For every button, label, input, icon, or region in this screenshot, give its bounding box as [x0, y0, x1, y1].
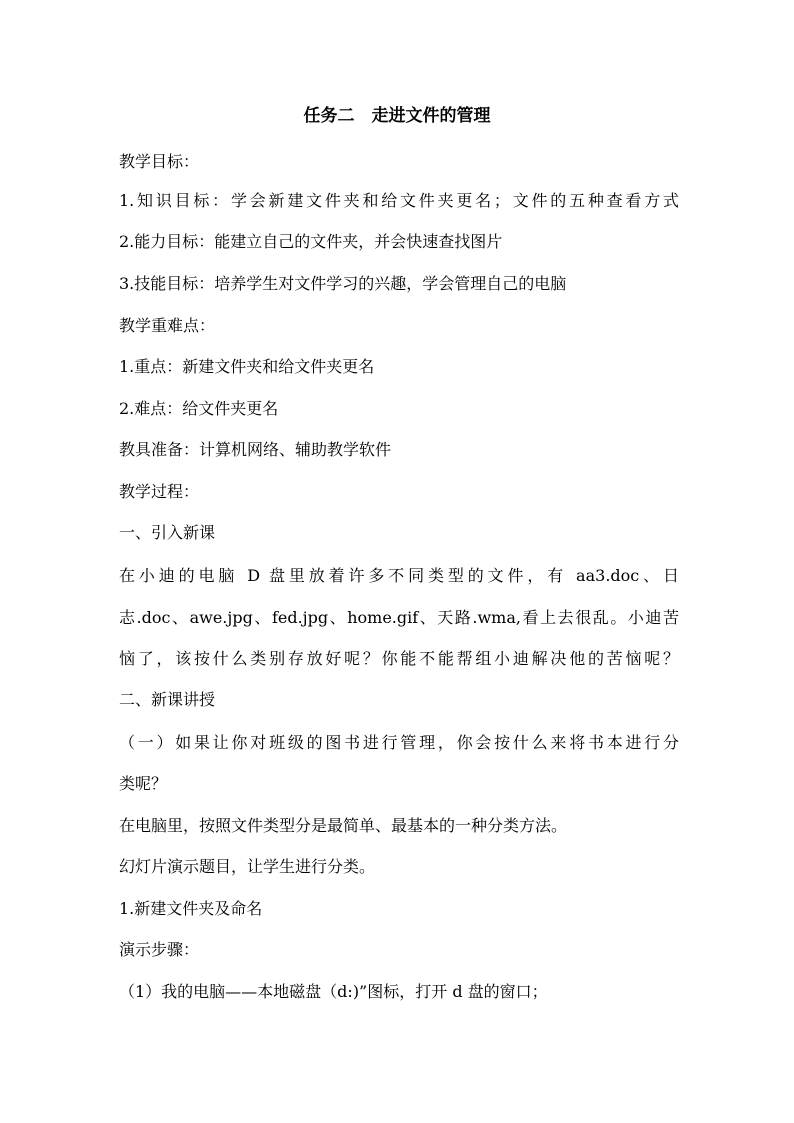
- teaching-aids: 教具准备：计算机网络、辅助教学软件: [119, 440, 392, 459]
- heading-key-points: 教学重难点：: [119, 316, 216, 335]
- goal-skill: 3.技能目标：培养学生对文件学习的兴趣，学会管理自己的电脑: [119, 274, 567, 293]
- paragraph-line: 恼了，该按什么类别存放好呢？你能不能帮组小迪解决他的苦恼呢？: [119, 649, 679, 668]
- subsection-new-folder: 1.新建文件夹及命名: [119, 899, 263, 918]
- document-title: 任务二 走进文件的管理: [303, 106, 491, 126]
- goal-knowledge: 1.知识目标：学会新建文件夹和给文件夹更名；文件的五种查看方式: [119, 191, 679, 210]
- difficult-point: 2.难点：给文件夹更名: [119, 399, 279, 418]
- paragraph-line: 在电脑里，按照文件类型分是最简单、最基本的一种分类方法。: [119, 816, 568, 835]
- paragraph-line: 类呢？: [119, 774, 168, 793]
- heading-teaching-process: 教学过程：: [119, 482, 200, 501]
- demo-step-1: （1）我的电脑——本地磁盘（d:)”图标，打开 d 盘的窗口；: [119, 982, 548, 1001]
- section-new-lesson: 二、新课讲授: [119, 690, 216, 709]
- demo-steps-label: 演示步骤：: [119, 940, 200, 959]
- heading-teaching-goals: 教学目标：: [119, 152, 200, 171]
- section-introduction: 一、引入新课: [119, 523, 216, 542]
- paragraph-line: 幻灯片演示题目，让学生进行分类。: [119, 857, 376, 876]
- paragraph-line: 在小迪的电脑 D 盘里放着许多不同类型的文件，有 aa3.doc、日: [119, 566, 679, 585]
- key-point: 1.重点：新建文件夹和给文件夹更名: [119, 357, 375, 376]
- paragraph-line: （一）如果让你对班级的图书进行管理，你会按什么来将书本进行分: [119, 733, 679, 752]
- paragraph-line: 志.doc、awe.jpg、fed.jpg、home.gif、天路.wma,看上去很乱。小迪苦: [119, 608, 679, 627]
- goal-ability: 2.能力目标：能建立自己的文件夹，并会快速查找图片: [119, 232, 503, 251]
